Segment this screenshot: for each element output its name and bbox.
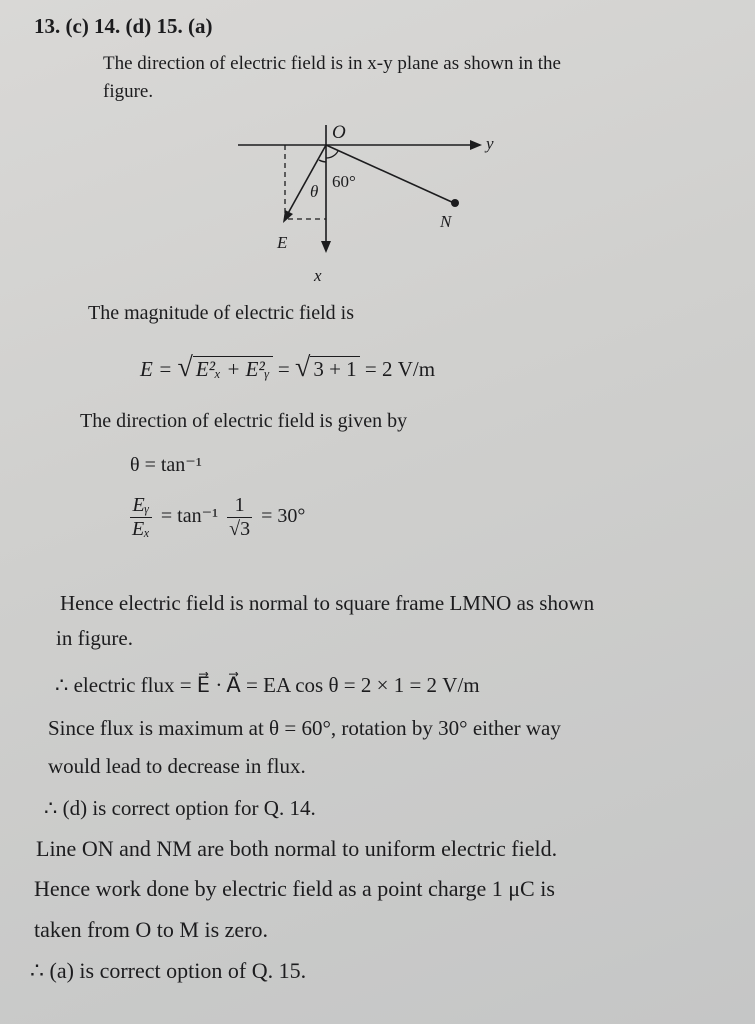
ratio-equation [126,494,305,541]
magnitude-rhs: = 2 V/m [359,357,436,381]
magnitude-intro: The magnitude of electric field is [88,302,355,324]
magnitude-radicand: E²ₓ + E²ᵧ [193,356,273,381]
magnitude-lhs: E = [140,357,178,381]
q14-line: ∴ (d) is correct option for Q. 14. [44,796,316,820]
q15-line: ∴ (a) is correct option of Q. 15. [30,958,307,983]
ratio-mid: = tan⁻¹ [160,505,219,528]
field-vector-label: E [277,233,288,252]
since-line1: Since flux is maximum at θ = 60°, rotation by 30° either way [48,716,561,740]
magnitude-equation [140,352,435,384]
ratio-denominator: Eₓ [132,518,150,540]
angle-arc-theta [319,160,326,162]
field-vector [286,145,326,217]
y-axis-arrowhead [470,140,482,150]
direction-intro: The direction of electric field is given by [80,410,408,432]
line-on-2: Hence work done by electric field as a point charge 1 μC is [34,876,555,901]
intro-text-line1: The direction of electric field is in x-y plane as shown in the [103,53,561,74]
ratio-rhs: = 30° [261,505,306,528]
flux-line: ∴ electric flux = E⃗ · A⃗ = EA cos θ = 2 × 1 = 2 V/m [55,673,480,697]
ratio-denominator-2: √3 [229,518,251,540]
hence-line2: in figure. [56,626,133,650]
intro-text-line2: figure. [103,81,154,102]
electric-field-figure [230,115,500,290]
angle-theta-label: θ [310,182,319,201]
answers-heading: 13. (c) 14. (d) 15. (a) [34,14,213,38]
ratio-fraction [130,494,152,541]
line-on-3: taken from O to M is zero. [34,917,268,942]
magnitude-radicand-2: 3 + 1 [310,356,359,381]
y-axis-label: y [486,134,494,153]
hence-line1: Hence electric field is normal to square frame LMNO as shown [60,591,595,615]
theta-equation: θ = tan⁻¹ [130,454,202,476]
sqrt-sign-2: √ [294,352,311,383]
line-on-1: Line ON and NM are both normal to uniform electric field. [36,836,558,861]
ratio-numerator-2: 1 [227,494,252,518]
ratio-numerator: Eᵧ [130,494,152,518]
x-axis-arrowhead [321,241,331,253]
angle-arc-60 [326,151,338,158]
point-n [451,199,459,207]
point-n-label: N [440,212,452,231]
origin-label: O [332,122,346,143]
angle-60-label: 60° [332,172,356,191]
ratio-fraction-2 [227,494,252,541]
sqrt-sign-1: √ [177,352,193,383]
magnitude-mid: = [272,357,295,381]
since-line2: would lead to decrease in flux. [48,754,306,778]
x-axis-label: x [314,266,322,285]
